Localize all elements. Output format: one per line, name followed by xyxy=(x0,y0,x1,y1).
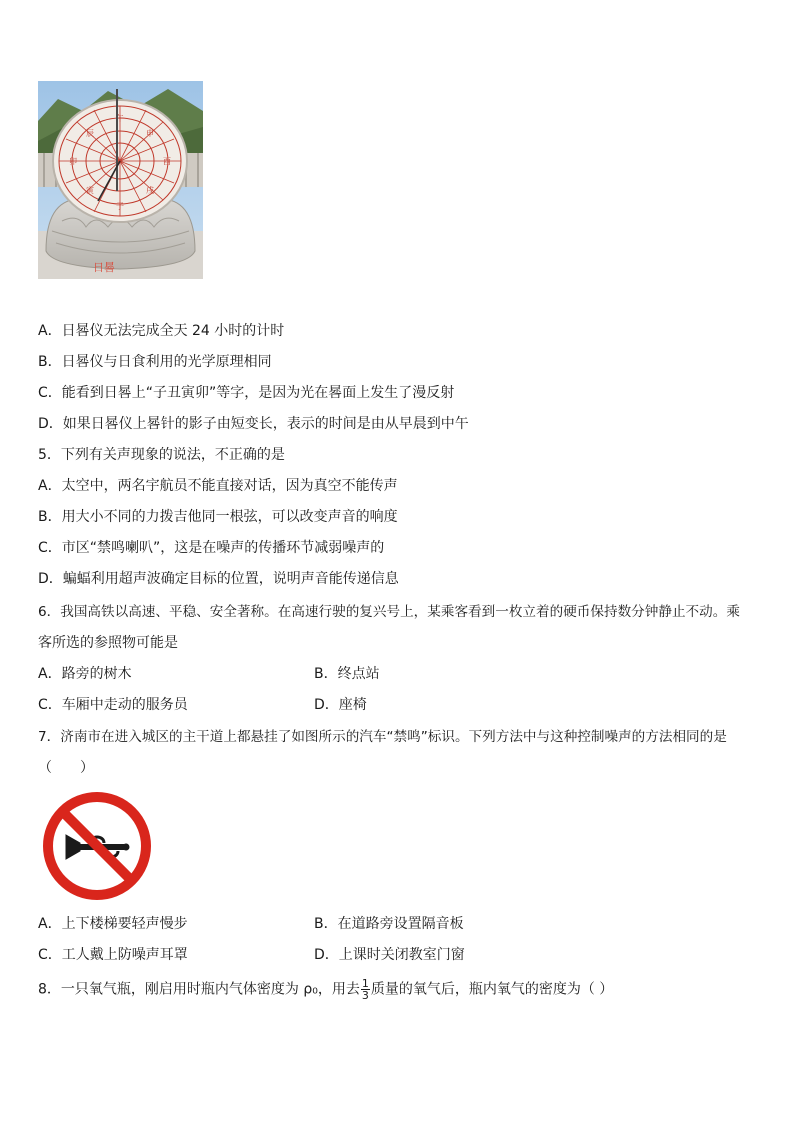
q5-option-a: A．太空中，两名宇航员不能直接对话，因为真空不能传声 xyxy=(38,478,398,494)
q6-stem-line1: 6．我国高铁以高速、平稳、安全著称。在高速行驶的复兴号上，某乘客看到一枚立着的硬币保持数分钟静止不动。乘 xyxy=(38,604,740,620)
no-horn-sign xyxy=(42,791,152,901)
q4-option-b: B．日晷仪与日食利用的光学原理相同 xyxy=(38,354,272,370)
sundial-caption: 日晷 xyxy=(93,261,115,274)
q8-stem-part2: 质量的氧气后，瓶内氧气的密度为（ ） xyxy=(370,981,614,998)
q7-stem-line2: （ ） xyxy=(38,760,94,776)
q5-option-c: C．市区“禁鸣喇叭”，这是在噪声的传播环节减弱噪声的 xyxy=(38,540,385,556)
q5-option-b: B．用大小不同的力拨吉他同一根弦，可以改变声音的响度 xyxy=(38,509,398,525)
q6-option-a: A．路旁的树木 xyxy=(38,666,132,682)
one-third-fraction xyxy=(361,978,370,1001)
svg-text:卯: 卯 xyxy=(69,157,77,166)
q5-stem: 5．下列有关声现象的说法，不正确的是 xyxy=(38,447,285,463)
no-horn-icon xyxy=(42,791,152,901)
q6-option-d: D．座椅 xyxy=(314,697,367,713)
q4-option-c: C．能看到日晷上“子丑寅卯”等字，是因为光在晷面上发生了漫反射 xyxy=(38,385,455,401)
svg-text:申: 申 xyxy=(146,129,154,138)
q8-stem-part1: 8．一只氧气瓶，刚启用时瓶内气体密度为 ρ₀，用去 xyxy=(38,981,360,998)
fraction-numerator: 1 xyxy=(361,977,369,990)
q5-option-d: D．蝙蝠利用超声波确定目标的位置，说明声音能传递信息 xyxy=(38,571,399,587)
q7-option-d: D．上课时关闭教室门窗 xyxy=(314,947,465,963)
fraction-denominator: 3 xyxy=(361,989,369,1002)
q7-stem-line1: 7．济南市在进入城区的主干道上都悬挂了如图所示的汽车“禁鸣”标识。下列方法中与这种控制噪声的方法相同的是 xyxy=(38,729,727,745)
svg-text:戌: 戌 xyxy=(146,186,154,195)
q6-stem-line2: 客所选的参照物可能是 xyxy=(38,635,178,651)
sundial-figure xyxy=(38,81,203,279)
q8-stem xyxy=(38,978,613,1001)
q6-option-b: B．终点站 xyxy=(314,666,380,682)
svg-text:辰: 辰 xyxy=(86,129,94,138)
svg-text:子: 子 xyxy=(116,202,124,211)
q7-option-b: B．在道路旁设置隔音板 xyxy=(314,916,464,932)
svg-text:午: 午 xyxy=(116,114,124,123)
q6-option-c: C．车厢中走动的服务员 xyxy=(38,697,188,713)
sundial-illustration xyxy=(38,81,203,279)
q7-option-c: C．工人戴上防噪声耳罩 xyxy=(38,947,188,963)
q4-option-d: D．如果日晷仪上晷针的影子由短变长，表示的时间是由从早晨到中午 xyxy=(38,416,469,432)
svg-text:酉: 酉 xyxy=(163,157,171,166)
q7-option-a: A．上下楼梯要轻声慢步 xyxy=(38,916,188,932)
q4-option-a: A．日晷仪无法完成全天 24 小时的计时 xyxy=(38,323,285,339)
svg-text:寅: 寅 xyxy=(86,186,94,195)
